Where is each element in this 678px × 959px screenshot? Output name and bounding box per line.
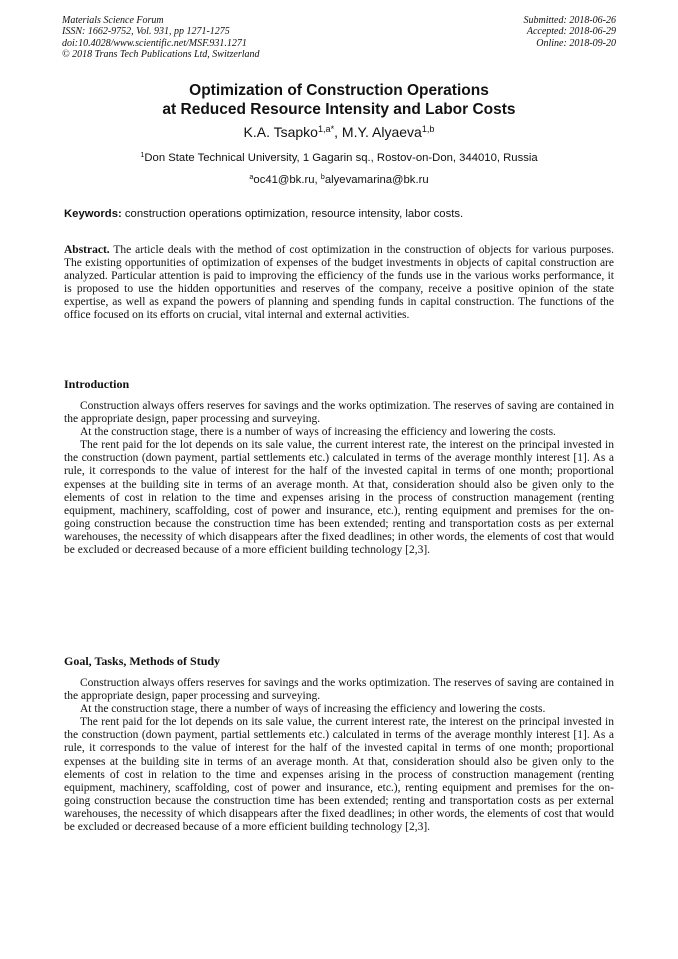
affiliation-mark: 1: [140, 149, 145, 159]
abstract-text: The article deals with the method of cost optimization in the construction of objects for various purposes. The existing opportunities of optimization of expenses of the budget investments in objects of capital construction are analyzed. Particular attention is paid to improving the efficiency of the funds use in the various works performance, it is proposed to use the hidden opportunities and reserves of the company, receive a positive opinion of the state expertise, as well as expand the powers of planning and spending funds in capital construction. The functions of the office focused on its efforts on crucial, vital internal and external activities.: [64, 244, 614, 322]
paragraph: At the construction stage, there a number of ways of increasing the efficiency and lowering the costs.: [80, 703, 546, 716]
paragraph: Construction always offers reserves for savings and the works optimization. The reserves of saving are contained in the appropriate design, paper processing and surveying.: [64, 400, 614, 426]
section-heading: Introduction: [64, 377, 130, 391]
journal-info: [62, 15, 260, 60]
author-name: M.Y. Alyaeva: [341, 124, 422, 140]
abstract-label: Abstract.: [64, 244, 110, 256]
email-link[interactable]: oc41@bk.ru,: [253, 174, 321, 186]
introduction-body: [64, 400, 614, 557]
online-date: Online: 2018-09-20: [536, 37, 616, 49]
accepted-date: Accepted: 2018-06-29: [526, 26, 616, 38]
abstract: [64, 244, 614, 323]
email-mark: b: [320, 171, 325, 181]
keywords-label: Keywords:: [64, 208, 122, 220]
email-link[interactable]: alyevamarina@bk.ru: [324, 174, 429, 186]
author-affiliation-mark: 1,a*: [317, 124, 335, 134]
affiliation-text: Don State Technical University, 1 Gagarin sq., Rostov-on-Don, 344010, Russia: [144, 152, 538, 164]
goal-body: [64, 677, 614, 834]
title-line-1: Optimization of Construction Operations: [189, 82, 489, 99]
author-list: [0, 124, 678, 140]
section-heading: Goal, Tasks, Methods of Study: [64, 654, 221, 668]
journal-copyright: © 2018 Trans Tech Publications Ltd, Switzerland: [62, 48, 260, 60]
journal-doi: doi:10.4028/www.scientific.net/MSF.931.1271: [62, 37, 247, 49]
author-affiliation-mark: 1,b: [421, 124, 435, 134]
author-emails: [0, 171, 678, 186]
paragraph: The rent paid for the lot depends on its sale value, the current interest rate, the interest on the principal invested in the construction (down payment, partial settlements etc.) calculated in terms of the average monthly interest [1]. As a rule, it corresponds to the value of interest for the half of the invested capital in terms of one month; proportional expenses at the building site in terms of an average month. At that, consideration should also be given only to the elements of cost in relation to the time and expenses arising in the process of construction management (renting equipment, machinery, scaffolding, cost of power and insurance, etc.), renting equipment and premises for the on-going construction because the construction time has been extended; renting and transportation costs as per external warehouses, the necessity of which disappears after the fixed deadlines; in other words, the elements of cost that would be excluded or decreased because of a more efficient building technology [2,3].: [64, 716, 614, 834]
author-separator: ,: [334, 124, 342, 140]
paper-title: [0, 81, 678, 119]
submission-dates: [524, 15, 617, 49]
email-mark: a: [249, 171, 254, 181]
paragraph: Construction always offers reserves for savings and the works optimization. The reserves of saving are contained in the appropriate design, paper processing and surveying.: [64, 677, 614, 703]
journal-name: Materials Science Forum: [62, 15, 164, 26]
title-line-2: at Reduced Resource Intensity and Labor Costs: [162, 101, 516, 118]
paragraph: At the construction stage, there is a number of ways of increasing the efficiency and lowering the costs.: [80, 426, 556, 439]
author-name: K.A. Tsapko: [243, 124, 318, 140]
journal-issn: ISSN: 1662-9752, Vol. 931, pp 1271-1275: [62, 26, 230, 38]
keywords-text: construction operations optimization, resource intensity, labor costs.: [121, 208, 464, 220]
keywords: [64, 208, 614, 220]
affiliation: [0, 149, 678, 164]
journal-header: [62, 15, 616, 67]
paragraph: The rent paid for the lot depends on its sale value, the current interest rate, the interest on the principal invested in the construction (down payment, partial settlements etc.) calculated in terms of the average monthly interest [1]. As a rule, it corresponds to the value of interest for the half of the invested capital in terms of one month; proportional expenses at the building site in terms of an average month. At that, consideration should also be given only to the elements of cost in relation to the time and expenses arising in the process of construction management (renting equipment, machinery, scaffolding, cost of power and insurance, etc.), renting equipment and premises for the on-going construction because the construction time has been extended; renting and transportation costs as per external warehouses, the necessity of which disappears after the fixed deadlines; in other words, the elements of cost that would be excluded or decreased because of a more efficient building technology [2,3].: [64, 439, 614, 557]
submitted-date: Submitted: 2018-06-26: [523, 15, 616, 26]
